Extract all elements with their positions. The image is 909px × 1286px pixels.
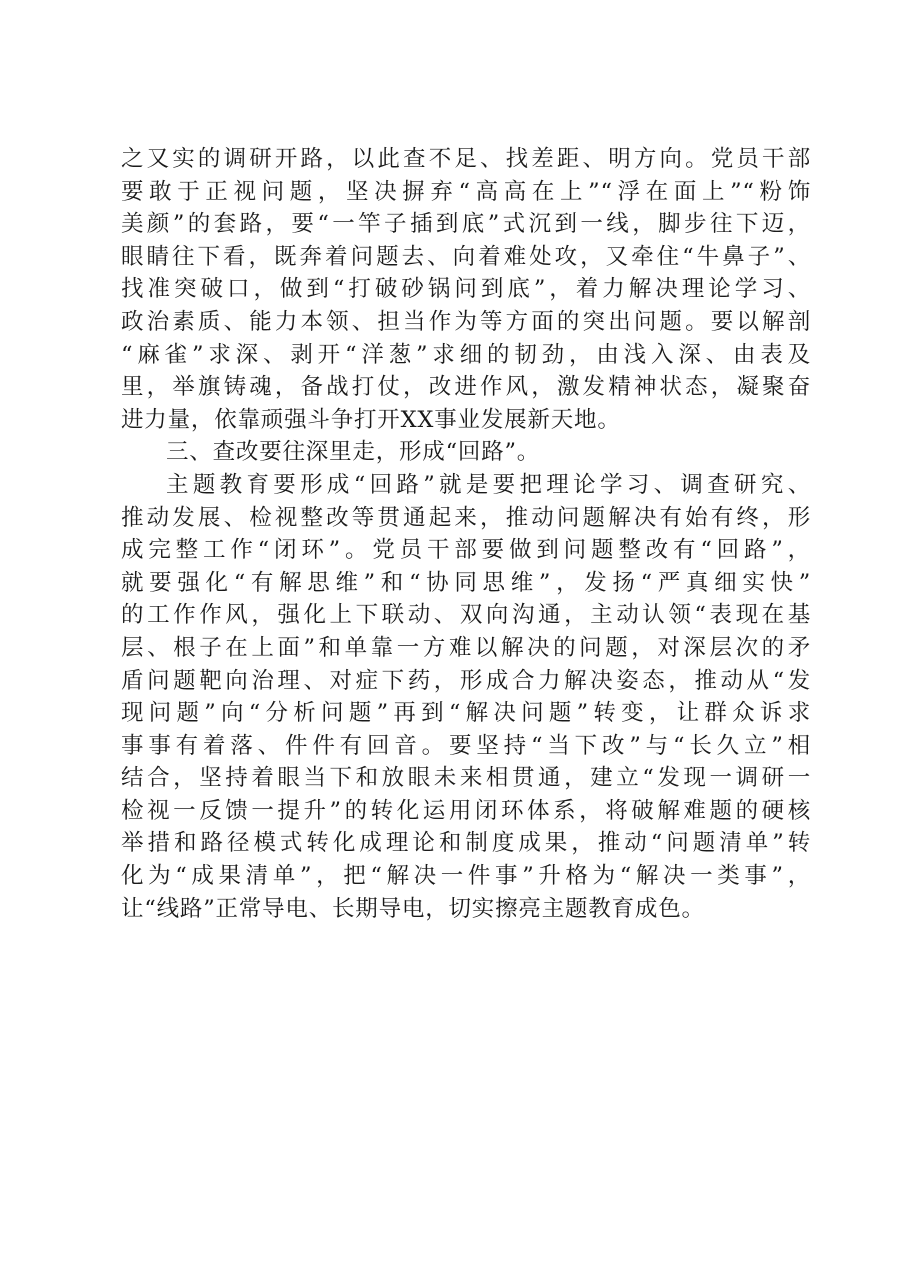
section-heading (121, 436, 811, 469)
text-line: 检视一反馈一提升”的转化运用闭环体系，将破解难题的硬核 (121, 797, 811, 824)
text-line: “麻雀”求深、剥开“洋葱”求细的韧劲，由浅入深、由表及 (121, 341, 811, 368)
text-line: 眼睛往下看，既奔着问题去、向着难处攻，又牵住“牛鼻子”、 (121, 243, 811, 270)
text-line: 找准突破口，做到“打破砂锅问到底”，着力解决理论学习、 (121, 276, 811, 303)
text-line: 政治素质、能力本领、担当作为等方面的突出问题。要以解剖 (121, 308, 811, 335)
text-line: 成完整工作“闭环”。党员干部要做到问题整改有“回路”， (121, 537, 811, 564)
text-line: 结合，坚持着眼当下和放眼未来相贯通，建立“发现一调研一 (121, 765, 811, 792)
text-line: 要敢于正视问题，坚决摒弃“高高在上”“浮在面上”“粉饰 (121, 178, 811, 205)
text-line: 让“线路”正常导电、长期导电，切实擦亮主题教育成色。 (121, 895, 705, 922)
heading-text: 三、查改要往深里走，形成“回路”。 (166, 439, 541, 466)
text-line: 的工作作风，强化上下联动、双向沟通，主动认领“表现在基 (121, 602, 811, 629)
text-line: 进力量，依靠顽强斗争打开XX事业发展新天地。 (121, 406, 621, 433)
text-line: 就要强化“有解思维”和“协同思维”，发扬“严真细实快” (121, 569, 811, 596)
paragraph-continued (121, 143, 811, 436)
text-line: 主题教育要形成“回路”就是要把理论学习、调查研究、 (166, 471, 811, 498)
text-line: 推动发展、检视整改等贯通起来，推动问题解决有始有终，形 (121, 504, 811, 531)
document-body (121, 143, 811, 925)
text-line: 现问题”向“分析问题”再到“解决问题”转变，让群众诉求 (121, 700, 811, 727)
text-line: 举措和路径模式转化成理论和制度成果，推动“问题清单”转 (121, 830, 811, 857)
paragraph-main (121, 469, 811, 925)
text-line: 之又实的调研开路，以此查不足、找差距、明方向。党员干部 (121, 146, 811, 172)
text-line: 层、根子在上面”和单靠一方难以解决的问题，对深层次的矛 (121, 634, 811, 661)
text-line: 里，举旗铸魂，备战打仗，改进作风，激发精神状态，凝聚奋 (121, 374, 811, 401)
text-line: 化为“成果清单”，把“解决一件事”升格为“解决一类事”， (121, 863, 811, 890)
text-line: 美颜”的套路，要“一竿子插到底”式沉到一线，脚步往下迈， (121, 211, 811, 238)
text-line: 事事有着落、件件有回音。要坚持“当下改”与“长久立”相 (121, 732, 811, 759)
text-line: 盾问题靶向治理、对症下药，形成合力解决姿态，推动从“发 (121, 667, 811, 694)
